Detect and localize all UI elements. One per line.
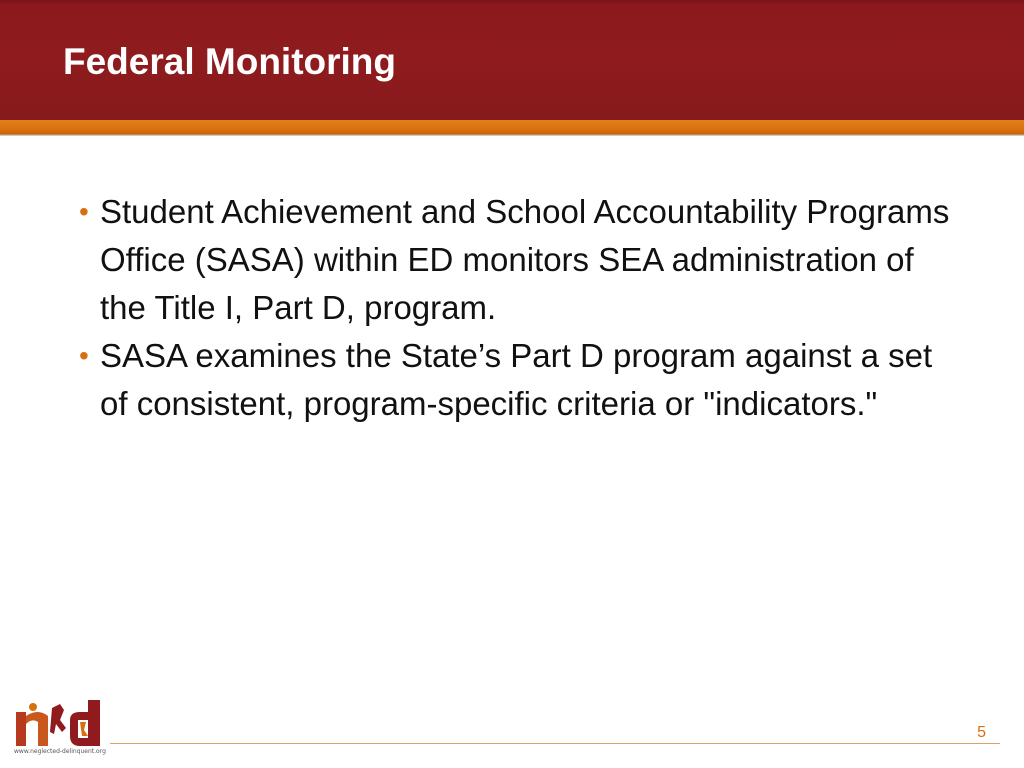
bullet-text: SASA examines the State’s Part D program against a set of consistent, program-specific criteria or "indicators." xyxy=(100,337,933,422)
page-number: 5 xyxy=(977,724,986,741)
footer-divider xyxy=(110,743,1000,744)
nd-logo-icon xyxy=(14,698,104,748)
bullet-dot-icon: • xyxy=(79,340,89,371)
bullet-list xyxy=(60,188,960,428)
bullet-item xyxy=(60,188,960,332)
slide-header xyxy=(0,0,1024,120)
logo-url-text: www.neglected-delinquent.org xyxy=(14,748,106,755)
bullet-dot-icon: • xyxy=(79,196,89,227)
header-accent-stripe xyxy=(0,120,1024,136)
bullet-text: Student Achievement and School Accountability Programs Office (SASA) within ED monitors SEA administration of the Title I, Part D, program. xyxy=(100,193,950,326)
bullet-item xyxy=(60,332,960,428)
slide-title: Federal Monitoring xyxy=(63,41,396,82)
nd-logo xyxy=(14,698,104,760)
